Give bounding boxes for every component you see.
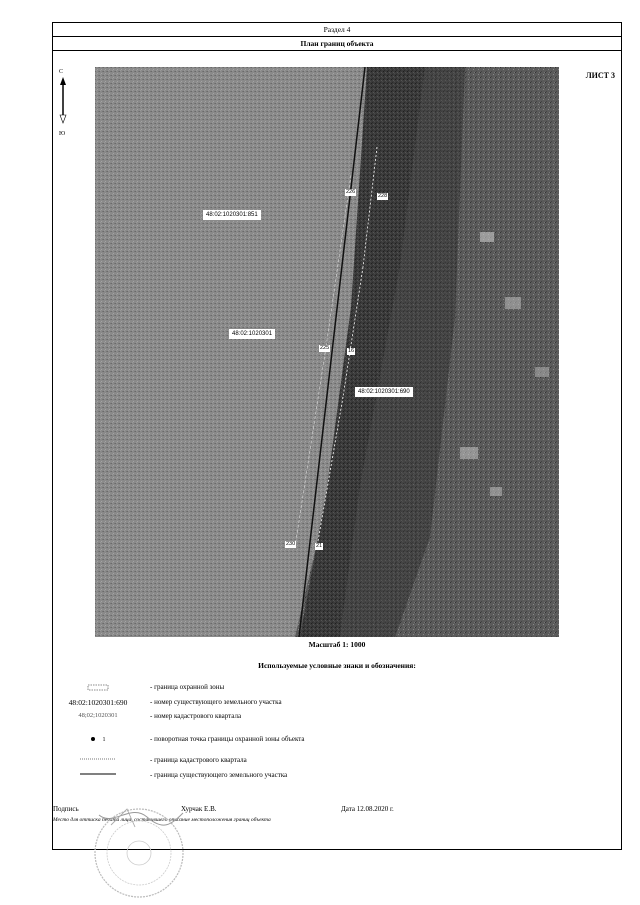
- north-label: С: [59, 69, 64, 75]
- legend-item: [53, 756, 621, 766]
- legend-item: [53, 771, 621, 781]
- parcel-boundary-symbol: [53, 771, 143, 779]
- legend-text: - поворотная точка границы охранной зоны объекта: [150, 735, 305, 743]
- turning-point: 21: [316, 543, 323, 549]
- section-header: Раздел 4: [53, 23, 621, 37]
- legend-symbol: 48:02:1020301:690: [68, 698, 128, 707]
- legend-text: - граница существующего земельного участка: [150, 771, 288, 779]
- parcel-label-690: 48:02:1020301:690: [355, 387, 413, 397]
- legend-text: - граница кадастрового квартала: [150, 756, 247, 764]
- satellite-map[interactable]: [95, 67, 559, 637]
- document-frame: [52, 22, 622, 850]
- signature-label: Подпись: [53, 805, 79, 813]
- north-arrow-icon: [57, 69, 69, 141]
- map-scale: Масштаб 1: 1000: [308, 640, 366, 649]
- legend-text: - номер кадастрового квартала: [150, 712, 242, 720]
- legend-title: Используемые условные знаки и обозначения:: [258, 661, 416, 670]
- legend-item: [53, 712, 621, 722]
- legend-text: - граница охранной зоны: [150, 683, 225, 691]
- legend-item: [53, 698, 621, 708]
- turning-point: 228: [378, 193, 388, 199]
- parcel-label-851: 48:02:1020301:851: [203, 210, 261, 220]
- seal-stamp-icon: [91, 805, 187, 901]
- signer-name: Хурчак Е.В.: [181, 805, 217, 813]
- signature-date: Дата 12.08.2020 г.: [341, 805, 394, 813]
- quarter-boundary-symbol: [53, 756, 143, 764]
- legend-item: [53, 735, 621, 745]
- south-label: Ю: [59, 131, 66, 137]
- legend-item: [53, 683, 621, 693]
- turning-point: 16: [348, 348, 355, 354]
- turning-point: 225: [320, 345, 330, 351]
- protection-zone-symbol: [53, 683, 143, 694]
- turning-point-symbol: [53, 735, 143, 743]
- stamp-note: Место для оттиска печати лица, составившего описание местоположения границ объекта: [53, 817, 271, 823]
- quarter-label: 48:02:1020301: [229, 329, 275, 339]
- turning-point: 230: [286, 541, 296, 547]
- legend-symbol: 1: [102, 737, 106, 743]
- legend-text: - номер существующего земельного участка: [150, 698, 282, 706]
- turning-point: 226: [346, 189, 356, 195]
- sheet-number: ЛИСТ 3: [585, 71, 615, 80]
- legend-symbol: 48;02;1020301: [78, 712, 118, 719]
- plan-title: План границ объекта: [53, 37, 621, 51]
